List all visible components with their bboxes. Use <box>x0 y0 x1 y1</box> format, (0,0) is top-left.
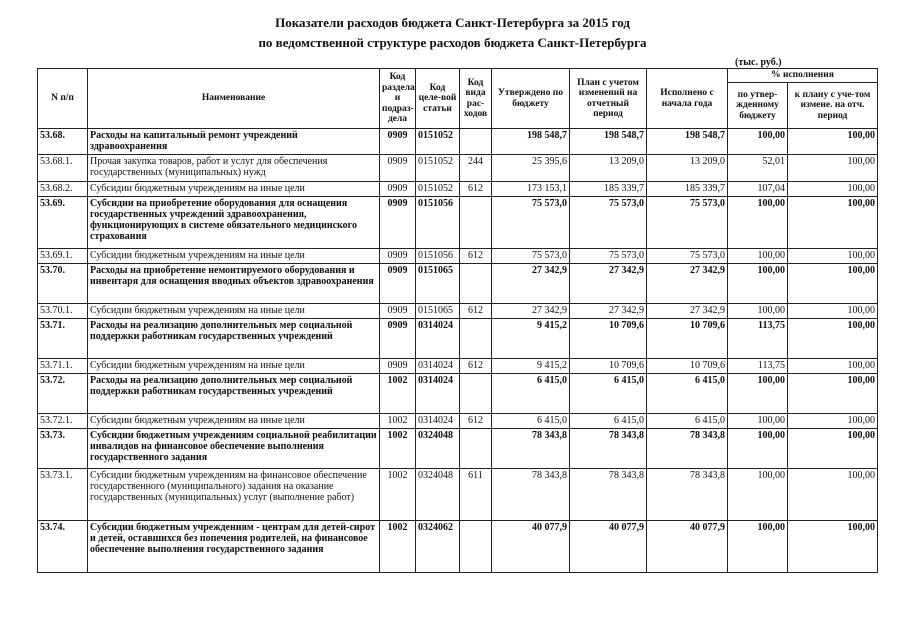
row-kind-code: 244 <box>460 155 492 182</box>
row-pct-approved: 100,00 <box>728 129 788 155</box>
row-name: Субсидии бюджетным учреждениям на иные цели <box>88 182 380 197</box>
budget-table <box>37 68 878 573</box>
table-row <box>38 359 878 374</box>
table-row <box>38 304 878 319</box>
row-pct-plan: 100,00 <box>788 264 878 304</box>
row-name: Субсидии на приобретение оборудования для оснащения государственных учреждений здравоохранения, функционирующих в системе обязательного медицинского страхования <box>88 197 380 249</box>
row-article-code: 0151052 <box>416 155 460 182</box>
row-number: 53.72. <box>38 374 88 414</box>
row-article-code: 0314024 <box>416 319 460 359</box>
header-pct-plan: к плану с уче-том измене. на отч. период <box>788 83 878 129</box>
row-approved: 78 343,8 <box>492 469 570 521</box>
row-pct-plan: 100,00 <box>788 129 878 155</box>
row-section-code: 1002 <box>380 429 416 469</box>
row-plan: 6 415,0 <box>570 414 647 429</box>
row-section-code: 0909 <box>380 182 416 197</box>
row-article-code: 0324048 <box>416 469 460 521</box>
row-executed: 27 342,9 <box>647 264 728 304</box>
table-row <box>38 155 878 182</box>
row-pct-approved: 100,00 <box>728 197 788 249</box>
table-row <box>38 521 878 573</box>
row-pct-approved: 100,00 <box>728 469 788 521</box>
row-pct-plan: 100,00 <box>788 429 878 469</box>
row-executed: 75 573,0 <box>647 249 728 264</box>
row-executed: 27 342,9 <box>647 304 728 319</box>
row-name: Субсидии бюджетным учреждениям - центрам для детей-сирот и детей, оставшихся без попечения родителей, на финансовое обеспечение выполнения государственного задания <box>88 521 380 573</box>
row-article-code: 0314024 <box>416 359 460 374</box>
header-no: N п/п <box>38 69 88 129</box>
row-pct-plan: 100,00 <box>788 197 878 249</box>
table-row <box>38 197 878 249</box>
row-pct-plan: 100,00 <box>788 249 878 264</box>
row-kind-code <box>460 429 492 469</box>
row-executed: 13 209,0 <box>647 155 728 182</box>
row-number: 53.72.1. <box>38 414 88 429</box>
row-approved: 173 153,1 <box>492 182 570 197</box>
row-plan: 198 548,7 <box>570 129 647 155</box>
row-article-code: 0151065 <box>416 304 460 319</box>
row-approved: 75 573,0 <box>492 197 570 249</box>
row-pct-plan: 100,00 <box>788 469 878 521</box>
header-kind-code: Код вида рас-ходов <box>460 69 492 129</box>
header-approved: Утверждено по бюджету <box>492 69 570 129</box>
row-plan: 6 415,0 <box>570 374 647 414</box>
row-number: 53.68. <box>38 129 88 155</box>
row-executed: 6 415,0 <box>647 414 728 429</box>
row-name: Расходы на реализацию дополнительных мер социальной поддержки работникам государственных учреждений <box>88 319 380 359</box>
row-approved: 40 077,9 <box>492 521 570 573</box>
row-section-code: 0909 <box>380 359 416 374</box>
row-plan: 27 342,9 <box>570 264 647 304</box>
row-executed: 10 709,6 <box>647 359 728 374</box>
table-row <box>38 429 878 469</box>
row-article-code: 0151052 <box>416 129 460 155</box>
row-plan: 185 339,7 <box>570 182 647 197</box>
table-row <box>38 264 878 304</box>
row-approved: 9 415,2 <box>492 359 570 374</box>
row-kind-code <box>460 521 492 573</box>
row-pct-approved: 113,75 <box>728 359 788 374</box>
row-plan: 40 077,9 <box>570 521 647 573</box>
row-approved: 6 415,0 <box>492 374 570 414</box>
header-pct-group: % исполнения <box>728 69 878 83</box>
row-number: 53.73.1. <box>38 469 88 521</box>
row-pct-approved: 100,00 <box>728 249 788 264</box>
row-pct-plan: 100,00 <box>788 521 878 573</box>
row-pct-plan: 100,00 <box>788 374 878 414</box>
report-title-line-1: Показатели расходов бюджета Санкт-Петербурга за 2015 год <box>275 15 630 30</box>
row-kind-code <box>460 264 492 304</box>
row-plan: 27 342,9 <box>570 304 647 319</box>
row-executed: 78 343,8 <box>647 429 728 469</box>
row-article-code: 0151052 <box>416 182 460 197</box>
table-row <box>38 182 878 197</box>
row-plan: 78 343,8 <box>570 469 647 521</box>
row-plan: 13 209,0 <box>570 155 647 182</box>
row-executed: 198 548,7 <box>647 129 728 155</box>
row-number: 53.68.2. <box>38 182 88 197</box>
row-pct-approved: 100,00 <box>728 521 788 573</box>
row-kind-code: 612 <box>460 304 492 319</box>
header-section-code: Код раздела и подраз-дела <box>380 69 416 129</box>
row-section-code: 0909 <box>380 319 416 359</box>
row-kind-code: 612 <box>460 359 492 374</box>
row-kind-code: 612 <box>460 182 492 197</box>
row-name: Субсидии бюджетным учреждениям на иные цели <box>88 304 380 319</box>
row-kind-code <box>460 197 492 249</box>
row-kind-code <box>460 319 492 359</box>
row-pct-approved: 100,00 <box>728 414 788 429</box>
row-number: 53.74. <box>38 521 88 573</box>
row-section-code: 1002 <box>380 469 416 521</box>
row-executed: 75 573,0 <box>647 197 728 249</box>
row-kind-code <box>460 129 492 155</box>
row-name: Субсидии бюджетным учреждениям на иные цели <box>88 249 380 264</box>
row-approved: 198 548,7 <box>492 129 570 155</box>
row-article-code: 0151056 <box>416 197 460 249</box>
row-approved: 25 395,6 <box>492 155 570 182</box>
row-executed: 6 415,0 <box>647 374 728 414</box>
row-pct-plan: 100,00 <box>788 304 878 319</box>
row-approved: 9 415,2 <box>492 319 570 359</box>
row-section-code: 0909 <box>380 155 416 182</box>
row-pct-approved: 100,00 <box>728 264 788 304</box>
row-plan: 10 709,6 <box>570 359 647 374</box>
row-article-code: 0151056 <box>416 249 460 264</box>
row-number: 53.69.1. <box>38 249 88 264</box>
row-pct-approved: 100,00 <box>728 304 788 319</box>
row-executed: 78 343,8 <box>647 469 728 521</box>
row-approved: 6 415,0 <box>492 414 570 429</box>
row-pct-approved: 113,75 <box>728 319 788 359</box>
row-number: 53.69. <box>38 197 88 249</box>
table-row <box>38 414 878 429</box>
row-section-code: 0909 <box>380 197 416 249</box>
row-section-code: 1002 <box>380 521 416 573</box>
row-kind-code: 611 <box>460 469 492 521</box>
row-plan: 10 709,6 <box>570 319 647 359</box>
header-executed: Исполнено с начала года <box>647 69 728 129</box>
row-article-code: 0324062 <box>416 521 460 573</box>
row-number: 53.70. <box>38 264 88 304</box>
table-row <box>38 249 878 264</box>
row-article-code: 0324048 <box>416 429 460 469</box>
header-name: Наименование <box>88 69 380 129</box>
report-title-line-2: по ведомственной структуре расходов бюджета Санкт-Петербурга <box>258 35 647 50</box>
row-pct-approved: 100,00 <box>728 429 788 469</box>
row-article-code: 0151065 <box>416 264 460 304</box>
row-number: 53.73. <box>38 429 88 469</box>
row-kind-code: 612 <box>460 414 492 429</box>
row-pct-plan: 100,00 <box>788 359 878 374</box>
header-pct-approved: по утвер-жденному бюджету <box>728 83 788 129</box>
row-name: Субсидии бюджетным учреждениям на финансовое обеспечение государственного (муниципального) задания на оказание государственных (муниципальных) услуг (выполнение работ) <box>88 469 380 521</box>
table-row <box>38 319 878 359</box>
row-executed: 40 077,9 <box>647 521 728 573</box>
row-approved: 75 573,0 <box>492 249 570 264</box>
row-section-code: 1002 <box>380 374 416 414</box>
row-number: 53.68.1. <box>38 155 88 182</box>
row-name: Прочая закупка товаров, работ и услуг для обеспечения государственных (муниципальных) нужд <box>88 155 380 182</box>
table-row <box>38 129 878 155</box>
row-approved: 78 343,8 <box>492 429 570 469</box>
row-section-code: 0909 <box>380 249 416 264</box>
row-article-code: 0314024 <box>416 414 460 429</box>
row-number: 53.71.1. <box>38 359 88 374</box>
row-pct-approved: 107,04 <box>728 182 788 197</box>
row-plan: 75 573,0 <box>570 249 647 264</box>
row-kind-code: 612 <box>460 249 492 264</box>
row-executed: 185 339,7 <box>647 182 728 197</box>
row-name: Субсидии бюджетным учреждениям на иные цели <box>88 414 380 429</box>
row-name: Расходы на приобретение немонтируемого оборудования и инвентаря для оснащения вводных объектов здравоохранения <box>88 264 380 304</box>
units-label: (тыс. руб.) <box>735 57 782 68</box>
row-pct-plan: 100,00 <box>788 414 878 429</box>
header-plan: План с учетом изменений на отчетный период <box>570 69 647 129</box>
table-row <box>38 374 878 414</box>
row-pct-plan: 100,00 <box>788 319 878 359</box>
row-pct-approved: 52,01 <box>728 155 788 182</box>
table-row <box>38 469 878 521</box>
row-kind-code <box>460 374 492 414</box>
row-section-code: 1002 <box>380 414 416 429</box>
row-plan: 78 343,8 <box>570 429 647 469</box>
row-pct-plan: 100,00 <box>788 155 878 182</box>
row-approved: 27 342,9 <box>492 304 570 319</box>
header-article-code: Код целе-вой статьи <box>416 69 460 129</box>
row-name: Расходы на реализацию дополнительных мер социальной поддержки работникам государственных учреждений <box>88 374 380 414</box>
row-article-code: 0314024 <box>416 374 460 414</box>
row-pct-plan: 100,00 <box>788 182 878 197</box>
row-plan: 75 573,0 <box>570 197 647 249</box>
row-section-code: 0909 <box>380 304 416 319</box>
row-approved: 27 342,9 <box>492 264 570 304</box>
row-name: Расходы на капитальный ремонт учреждений здравоохранения <box>88 129 380 155</box>
row-section-code: 0909 <box>380 129 416 155</box>
row-executed: 10 709,6 <box>647 319 728 359</box>
row-number: 53.71. <box>38 319 88 359</box>
row-number: 53.70.1. <box>38 304 88 319</box>
row-name: Субсидии бюджетным учреждениям на иные цели <box>88 359 380 374</box>
row-name: Субсидии бюджетным учреждениям социальной реабилитации инвалидов на финансовое обеспечение выполнения государственного задания <box>88 429 380 469</box>
row-pct-approved: 100,00 <box>728 374 788 414</box>
row-section-code: 0909 <box>380 264 416 304</box>
